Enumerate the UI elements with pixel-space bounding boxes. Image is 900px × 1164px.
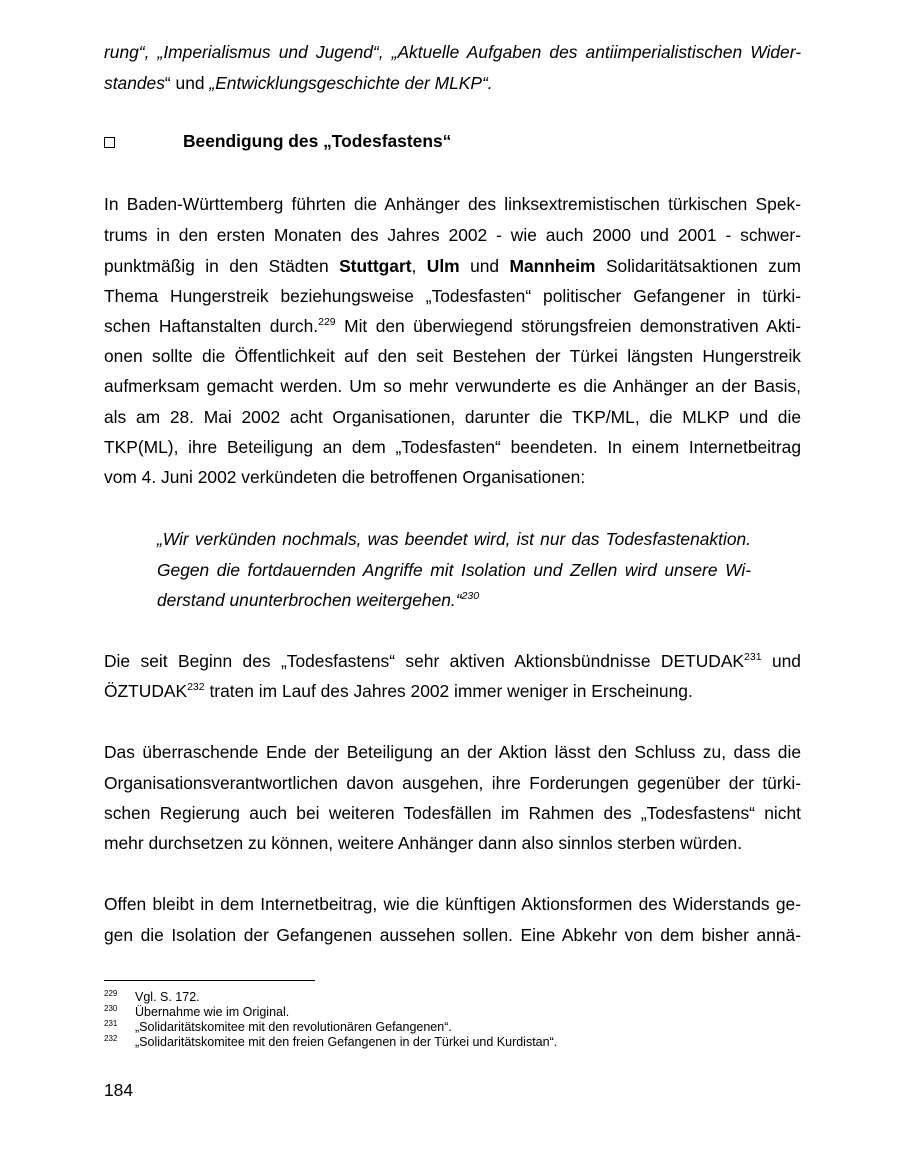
p3-line-4: mehr durchsetzen zu können, weitere Anhänger dann also sinnlos sterben würden. xyxy=(104,833,743,853)
p2-line-2 xyxy=(104,681,801,701)
footnote-text: Übernahme wie im Original. xyxy=(135,1005,290,1019)
p2-line-1-a: Die seit Beginn des „Todesfastens“ sehr aktiven Aktionsbündnisse DETUDAK xyxy=(104,651,745,671)
p1-line-3-e: und xyxy=(459,256,510,276)
p1-line-4: Thema Hungerstreik beziehungsweise „Todesfasten“ politischer Gefangener in türki- xyxy=(104,286,801,306)
quote-line-2: Gegen die fortdauernden Angriffe mit Isolation und Zellen wird unsere Wi- xyxy=(157,560,751,580)
city-ulm: Ulm xyxy=(426,256,460,276)
footnote-text: „Solidaritätskomitee mit den revolutionären Gefangenen“. xyxy=(135,1020,452,1034)
footnote-text: Vgl. S. 172. xyxy=(135,990,200,1004)
footnote-230: 230 Übernahme wie im Original. xyxy=(104,1004,290,1019)
intro-line-1-text: rung“, „Imperialismus und Jugend“, „Aktuelle Aufgaben des antiimperialistischen Wider- xyxy=(104,42,801,62)
intro-line-2-connector: “ und xyxy=(164,73,210,93)
quote-line-1: „Wir verkünden nochmals, was beendet wird, ist nur das Todesfastenaktion. xyxy=(157,529,751,549)
p1-line-3-c: , xyxy=(411,256,427,276)
p1-line-7: aufmerksam gemacht werden. Um so mehr verwunderte es die Anhänger an der Basis, xyxy=(104,376,801,396)
footnote-232: 232 „Solidaritätskomitee mit den freien Gefangenen in der Türkei und Kurdistan“. xyxy=(104,1034,558,1049)
p2-line-2-b: traten im Lauf des Jahres 2002 immer weniger in Erscheinung. xyxy=(204,681,693,701)
p1-line-8: als am 28. Mai 2002 acht Organisationen, darunter die TKP/ML, die MLKP und die xyxy=(104,407,801,427)
footnote-ref-232[interactable]: 232 xyxy=(187,681,205,693)
p1-line-3 xyxy=(104,256,801,276)
quote-line-3 xyxy=(157,590,751,610)
footnote-ref-231[interactable]: 231 xyxy=(744,651,762,663)
checkbox-bullet-icon xyxy=(104,137,115,148)
p2-line-1 xyxy=(104,651,801,671)
intro-line-2-title-a: standes xyxy=(104,73,165,93)
p1-line-6: onen sollte die Öffentlichkeit auf den seit Bestehen der Türkei längsten Hungerstreik xyxy=(104,346,801,366)
p1-line-5 xyxy=(104,316,801,336)
page-number: 184 xyxy=(104,1080,134,1100)
p2-line-1-b: und xyxy=(761,651,801,671)
footnote-text: „Solidaritätskomitee mit den freien Gefangenen in der Türkei und Kurdistan“. xyxy=(135,1035,558,1049)
intro-line-1 xyxy=(104,42,801,62)
p1-line-3-g: Solidaritätsaktionen zum xyxy=(595,256,801,276)
p4-line-2: gen die Isolation der Gefangenen aussehen sollen. Eine Abkehr von dem bisher annä- xyxy=(104,925,801,945)
intro-line-2-title-b: „Entwicklungsgeschichte der MLKP“. xyxy=(209,73,493,93)
section-heading xyxy=(104,131,451,151)
footnote-ref-230[interactable]: 230 xyxy=(461,590,480,602)
city-mannheim: Mannheim xyxy=(509,256,596,276)
section-heading-text: Beendigung des „Todesfastens“ xyxy=(183,131,452,151)
footnote-divider xyxy=(104,980,315,981)
p1-line-5-a: schen Haftanstalten durch. xyxy=(104,316,319,336)
p1-line-9: TKP(ML), ihre Beteiligung an dem „Todesfasten“ beendeten. In einem Internetbeitrag xyxy=(104,437,801,457)
footnote-229: 229 Vgl. S. 172. xyxy=(104,989,200,1004)
p1-line-5-b: Mit den überwiegend störungsfreien demonstrativen Akti- xyxy=(335,316,801,336)
p2-line-2-a: ÖZTUDAK xyxy=(104,681,188,701)
footnote-ref-229[interactable]: 229 xyxy=(318,316,336,328)
p4-line-1: Offen bleibt in dem Internetbeitrag, wie die künftigen Aktionsformen des Widerstands ge- xyxy=(104,894,801,914)
intro-line-2 xyxy=(104,73,801,93)
footnote-231: 231 „Solidaritätskomitee mit den revolutionären Gefangenen“. xyxy=(104,1019,452,1034)
quote-line-3-text: derstand ununterbrochen weitergehen.“ xyxy=(157,590,462,610)
city-stuttgart: Stuttgart xyxy=(339,256,412,276)
p3-line-2: Organisationsverantwortlichen davon ausgehen, ihre Forderungen gegenüber der türki- xyxy=(104,773,801,793)
p1-line-2: trums in den ersten Monaten des Jahres 2002 - wie auch 2000 und 2001 - schwer- xyxy=(104,225,801,245)
p1-line-1: In Baden-Württemberg führten die Anhänger des linksextremistischen türkischen Spek- xyxy=(104,194,801,214)
p3-line-1: Das überraschende Ende der Beteiligung an der Aktion lässt den Schluss zu, dass die xyxy=(104,742,801,762)
p3-line-3: schen Regierung auch bei weiteren Todesfällen im Rahmen des „Todesfastens“ nicht xyxy=(104,803,801,823)
p1-line-10: vom 4. Juni 2002 verkündeten die betroffenen Organisationen: xyxy=(104,467,586,487)
p1-line-3-a: punktmäßig in den Städten xyxy=(104,256,340,276)
